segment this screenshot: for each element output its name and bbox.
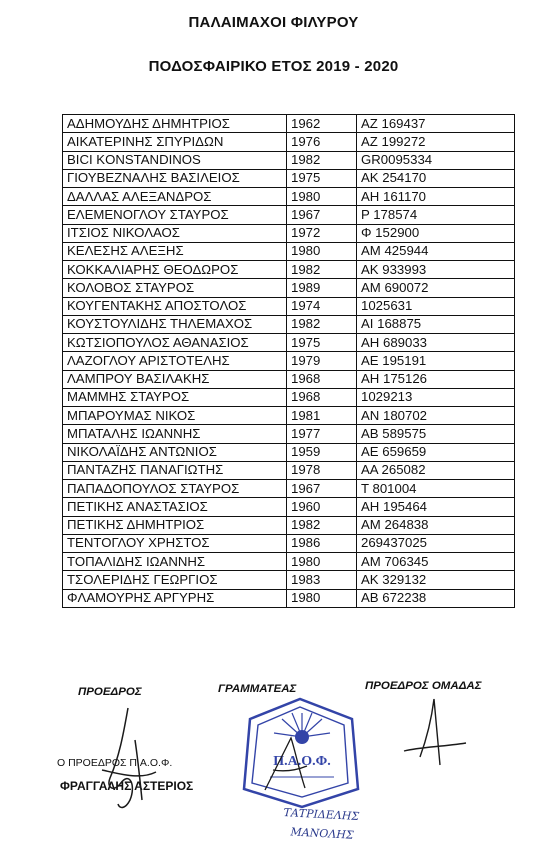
handwritten-line: ΤΑΤΡΙΔΕΛΗΣ [283,806,360,823]
table-row [63,443,515,461]
cell-name: ΛΑΖΟΓΛΟΥ ΑΡΙΣΤΟΤΕΛΗΣ [63,352,287,370]
table-row [63,261,515,279]
cell-year: 1968 [287,388,357,406]
cell-name: ΕΛΕΜΕΝΟΓΛΟΥ ΣΤΑΥΡΟΣ [63,206,287,224]
table-row [63,553,515,571]
cell-year: 1972 [287,224,357,242]
cell-id: Ρ 178574 [357,206,515,224]
cell-name: ΜΠΑΤΑΛΗΣ ΙΩΑΝΝΗΣ [63,425,287,443]
table-row [63,334,515,352]
cell-name: ΙΤΣΙΟΣ ΝΙΚΟΛΑΟΣ [63,224,287,242]
team-president-label: ΠΡΟΕΔΡΟΣ ΟΜΑΔΑΣ [365,680,482,692]
cell-id: ΑΒ 589575 [357,425,515,443]
cell-name: ΜΠΑΡΟΥΜΑΣ ΝΙΚΟΣ [63,407,287,425]
cell-name: ΚΕΛΕΣΗΣ ΑΛΕΞΗΣ [63,242,287,260]
cell-year: 1962 [287,115,357,133]
cell-id: ΑΜ 706345 [357,553,515,571]
handwritten-name [282,803,360,845]
cell-year: 1959 [287,443,357,461]
cell-id: ΑΝ 180702 [357,407,515,425]
table-row [63,279,515,297]
cell-year: 1975 [287,169,357,187]
cell-id: ΑΗ 195464 [357,498,515,516]
cell-year: 1986 [287,534,357,552]
cell-year: 1982 [287,315,357,333]
cell-name: ΠΑΝΤΑΖΗΣ ΠΑΝΑΓΙΩΤΗΣ [63,461,287,479]
cell-year: 1978 [287,461,357,479]
cell-name: ΚΟΚΚΑΛΙΑΡΗΣ ΘΕΟΔΩΡΟΣ [63,261,287,279]
table-row [63,133,515,151]
document-title: ΠΑΛΑΙΜΑΧΟΙ ΦΙΛΥΡΟΥ [188,14,359,31]
table-row [63,188,515,206]
secretary-label: ΓΡΑΜΜΑΤΕΑΣ [218,683,297,695]
table-row [63,242,515,260]
cell-id: ΑΚ 254170 [357,169,515,187]
cell-year: 1976 [287,133,357,151]
roster-body [63,115,515,608]
cell-id: 1029213 [357,388,515,406]
cell-name: ΛΑΜΠΡΟΥ ΒΑΣΙΛΑΚΗΣ [63,370,287,388]
season-subtitle: ΠΟΔΟΣΦΑΙΡΙΚΟ ΕΤΟΣ 2019 - 2020 [148,58,399,75]
cell-name: ΝΙΚΟΛΑΪΔΗΣ ΑΝΤΩΝΙΟΣ [63,443,287,461]
table-row [63,115,515,133]
cell-id: ΑΒ 672238 [357,589,515,607]
table-row [63,461,515,479]
table-row [63,151,515,169]
cell-name: ΔΑΛΛΑΣ ΑΛΕΞΑΝΔΡΟΣ [63,188,287,206]
cell-name: ΚΟΥΓΕΝΤΑΚΗΣ ΑΠΟΣΤΟΛΟΣ [63,297,287,315]
cell-id: ΑΚ 933993 [357,261,515,279]
table-row [63,516,515,534]
table-row [63,169,515,187]
table-row [63,370,515,388]
table-row [63,352,515,370]
cell-year: 1975 [287,334,357,352]
cell-id: ΑΕ 195191 [357,352,515,370]
cell-id: ΑΕ 659659 [357,443,515,461]
cell-year: 1982 [287,151,357,169]
cell-id: ΑΑ 265082 [357,461,515,479]
cell-year: 1968 [287,370,357,388]
cell-id: ΑΗ 689033 [357,334,515,352]
cell-year: 1980 [287,188,357,206]
table-row [63,224,515,242]
president-stamp-name: ΦΡΑΓΓΑΛΗΣ ΑΣΤΕΡΙΟΣ [60,779,194,793]
cell-year: 1979 [287,352,357,370]
table-row [63,315,515,333]
cell-year: 1980 [287,589,357,607]
cell-id: ΑΖ 169437 [357,115,515,133]
table-row [63,388,515,406]
cell-name: ΜΑΜΜΗΣ ΣΤΑΥΡΟΣ [63,388,287,406]
cell-id: Τ 801004 [357,480,515,498]
cell-year: 1981 [287,407,357,425]
cell-id: ΑΜ 690072 [357,279,515,297]
cell-name: ΑΔΗΜΟΥΔΗΣ ΔΗΜΗΤΡΙΟΣ [63,115,287,133]
cell-name: ΑΙΚΑΤΕΡΙΝΗΣ ΣΠΥΡΙΔΩΝ [63,133,287,151]
cell-id: 269437025 [357,534,515,552]
table-row [63,571,515,589]
cell-year: 1982 [287,516,357,534]
table-row [63,407,515,425]
cell-name: ΠΕΤΙΚΗΣ ΑΝΑΣΤΑΣΙΟΣ [63,498,287,516]
cell-id: 1025631 [357,297,515,315]
cell-name: ΚΩΤΣΙΟΠΟΥΛΟΣ ΑΘΑΝΑΣΙΟΣ [63,334,287,352]
cell-name: ΠΕΤΙΚΗΣ ΔΗΜΗΤΡΙΟΣ [63,516,287,534]
cell-name: ΓΙΟΥΒΕΖΝΑΛΗΣ ΒΑΣΙΛΕΙΟΣ [63,169,287,187]
president-signature-icon [80,700,170,815]
cell-year: 1967 [287,480,357,498]
cell-id: ΑΙ 168875 [357,315,515,333]
cell-name: ΠΑΠΑΔΟΠΟΥΛΟΣ ΣΤΑΥΡΟΣ [63,480,287,498]
cell-name: ΤΣΟΛΕΡΙΔΗΣ ΓΕΩΡΓΙΟΣ [63,571,287,589]
table-row [63,589,515,607]
handwritten-line: ΜΑΝΟΛΗΣ [290,825,354,842]
president-label: ΠΡΟΕΔΡΟΣ [78,686,142,698]
cell-name: ΚΟΛΟΒΟΣ ΣΤΑΥΡΟΣ [63,279,287,297]
cell-name: BICI KONSTANDINOS [63,151,287,169]
cell-name: ΤΟΠΑΛΙΔΗΣ ΙΩΑΝΝΗΣ [63,553,287,571]
cell-year: 1983 [287,571,357,589]
table-row [63,480,515,498]
table-row [63,534,515,552]
cell-year: 1967 [287,206,357,224]
cell-year: 1960 [287,498,357,516]
table-row [63,206,515,224]
table-row [63,498,515,516]
cell-id: ΑΚ 329132 [357,571,515,589]
cell-id: GR0095334 [357,151,515,169]
cell-year: 1982 [287,261,357,279]
cell-id: ΑΖ 199272 [357,133,515,151]
cell-id: ΑΜ 425944 [357,242,515,260]
cell-year: 1977 [287,425,357,443]
cell-name: ΚΟΥΣΤΟΥΛΙΔΗΣ ΤΗΛΕΜΑΧΟΣ [63,315,287,333]
secretary-signature-icon [255,730,315,800]
president-stamp-title: Ο ΠΡΟΕΔΡΟΣ Π.Α.Ο.Φ. [57,757,173,769]
cell-name: ΤΕΝΤΟΓΛΟΥ ΧΡΗΣΤΟΣ [63,534,287,552]
cell-id: ΑΜ 264838 [357,516,515,534]
seal-text: Π.Α.Ο.Φ. [273,754,331,769]
table-row [63,425,515,443]
cell-id: Φ 152900 [357,224,515,242]
cell-year: 1980 [287,553,357,571]
cell-year: 1980 [287,242,357,260]
cell-name: ΦΛΑΜΟΥΡΗΣ ΑΡΓΥΡΗΣ [63,589,287,607]
roster-table [62,114,515,608]
table-row [63,297,515,315]
cell-id: ΑΗ 161170 [357,188,515,206]
team-president-signature-icon [400,695,470,775]
cell-id: ΑΗ 175126 [357,370,515,388]
cell-year: 1989 [287,279,357,297]
cell-year: 1974 [287,297,357,315]
